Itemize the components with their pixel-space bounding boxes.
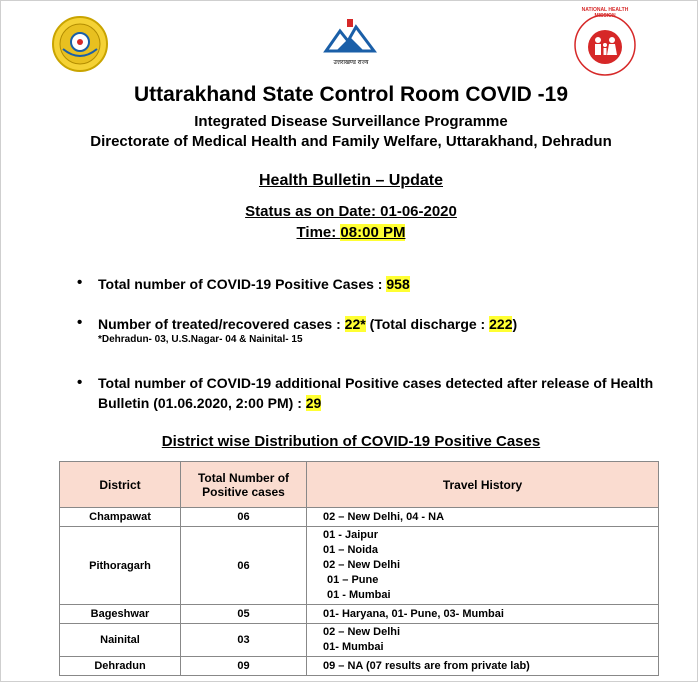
- header-travel: Travel History: [307, 462, 659, 508]
- nhm-logo-text: NATIONAL HEALTH MISSION: [581, 7, 629, 19]
- page-title: Uttarakhand State Control Room COVID -19: [133, 83, 569, 106]
- bullet-total-positive: [98, 274, 410, 294]
- header-district: District: [60, 462, 181, 508]
- time-label: Time:: [296, 224, 341, 241]
- header-total: [181, 462, 307, 508]
- travel-cell: [307, 508, 659, 527]
- discharge-label: (Total discharge :: [365, 316, 490, 332]
- travel-line: 01 – Pune: [327, 574, 379, 586]
- travel-line: 01 - Jaipur: [323, 529, 379, 541]
- health-department-logo-icon: [51, 15, 109, 73]
- bullet-additional-cases: [98, 373, 653, 413]
- directorate-subtitle: Directorate of Medical Health and Family Welfare, Uttarakhand, Dehradun: [90, 133, 612, 150]
- district-cell: Champawat: [60, 508, 181, 527]
- recovered-footnote: *Dehradun- 03, U.S.Nagar- 04 & Nainital- 15: [98, 334, 303, 345]
- district-cell: Pithoragarh: [60, 527, 181, 605]
- total-cell: 03: [181, 624, 307, 657]
- travel-line: 09 – NA (07 results are from private lab): [323, 659, 530, 672]
- bullet-dot: •: [77, 314, 83, 331]
- status-date-text: Status as on Date: 01-06-2020: [245, 203, 457, 220]
- time-value: 08:00 PM: [340, 224, 406, 241]
- district-table-title-text: District wise Distribution of COVID-19 Positive Cases: [161, 433, 541, 450]
- travel-cell: [307, 605, 659, 624]
- travel-line: 02 – New Delhi: [323, 559, 401, 571]
- travel-line: 01 – Noida: [323, 544, 379, 556]
- travel-line: 01 - Mumbai: [327, 589, 391, 601]
- programme-subtitle: Integrated Disease Surveillance Programme: [194, 113, 508, 130]
- discharge-value: 222: [489, 316, 513, 332]
- travel-line: 02 – New Delhi: [323, 626, 401, 638]
- header-total-line1: Total Number of: [197, 470, 290, 485]
- district-cell: Dehradun: [60, 657, 181, 676]
- travel-cell: [307, 527, 659, 605]
- additional-value: 29: [305, 395, 322, 411]
- bullet-dot: •: [77, 374, 83, 391]
- bullet-dot: •: [77, 274, 83, 291]
- district-cell: Bageshwar: [60, 605, 181, 624]
- bullet-recovered: [98, 314, 517, 334]
- total-cell: 09: [181, 657, 307, 676]
- travel-cell: [307, 624, 659, 657]
- recovered-value: 22*: [344, 316, 366, 332]
- travel-line: 01- Haryana, 01- Pune, 03- Mumbai: [323, 607, 504, 620]
- district-table: [59, 461, 659, 676]
- uttarakhand-state-emblem-icon: [322, 17, 378, 57]
- status-time: [1, 224, 700, 241]
- discharge-close: ): [512, 316, 518, 332]
- total-cell: 06: [181, 508, 307, 527]
- status-date: [1, 203, 700, 220]
- district-table-title: [1, 433, 700, 450]
- bulletin-heading: [1, 172, 700, 190]
- table-row: [60, 657, 659, 676]
- additional-label-line1: Total number of COVID-19 additional Positive cases detected after release of Health: [98, 375, 654, 391]
- recovered-label: Number of treated/recovered cases :: [98, 316, 345, 332]
- total-cell: 06: [181, 527, 307, 605]
- table-row: [60, 624, 659, 657]
- travel-cell: [307, 657, 659, 676]
- national-health-mission-logo-icon: [573, 13, 637, 77]
- header-total-line2: Positive cases: [202, 484, 285, 499]
- total-positive-label: Total number of COVID-19 Positive Cases :: [98, 276, 387, 292]
- travel-line: 01- Mumbai: [323, 641, 384, 653]
- emblem-caption: उत्तराखण्ड राज्य: [333, 60, 369, 66]
- table-header-row: [60, 462, 659, 508]
- total-positive-value: 958: [386, 276, 410, 292]
- table-row: [60, 605, 659, 624]
- bulletin-heading-text: Health Bulletin – Update: [258, 172, 444, 189]
- additional-label-line2: Bulletin (01.06.2020, 2:00 PM) :: [98, 395, 306, 411]
- district-cell: Nainital: [60, 624, 181, 657]
- table-row: [60, 527, 659, 605]
- travel-line: 02 – New Delhi, 04 - NA: [323, 510, 445, 523]
- table-row: [60, 508, 659, 527]
- total-cell: 05: [181, 605, 307, 624]
